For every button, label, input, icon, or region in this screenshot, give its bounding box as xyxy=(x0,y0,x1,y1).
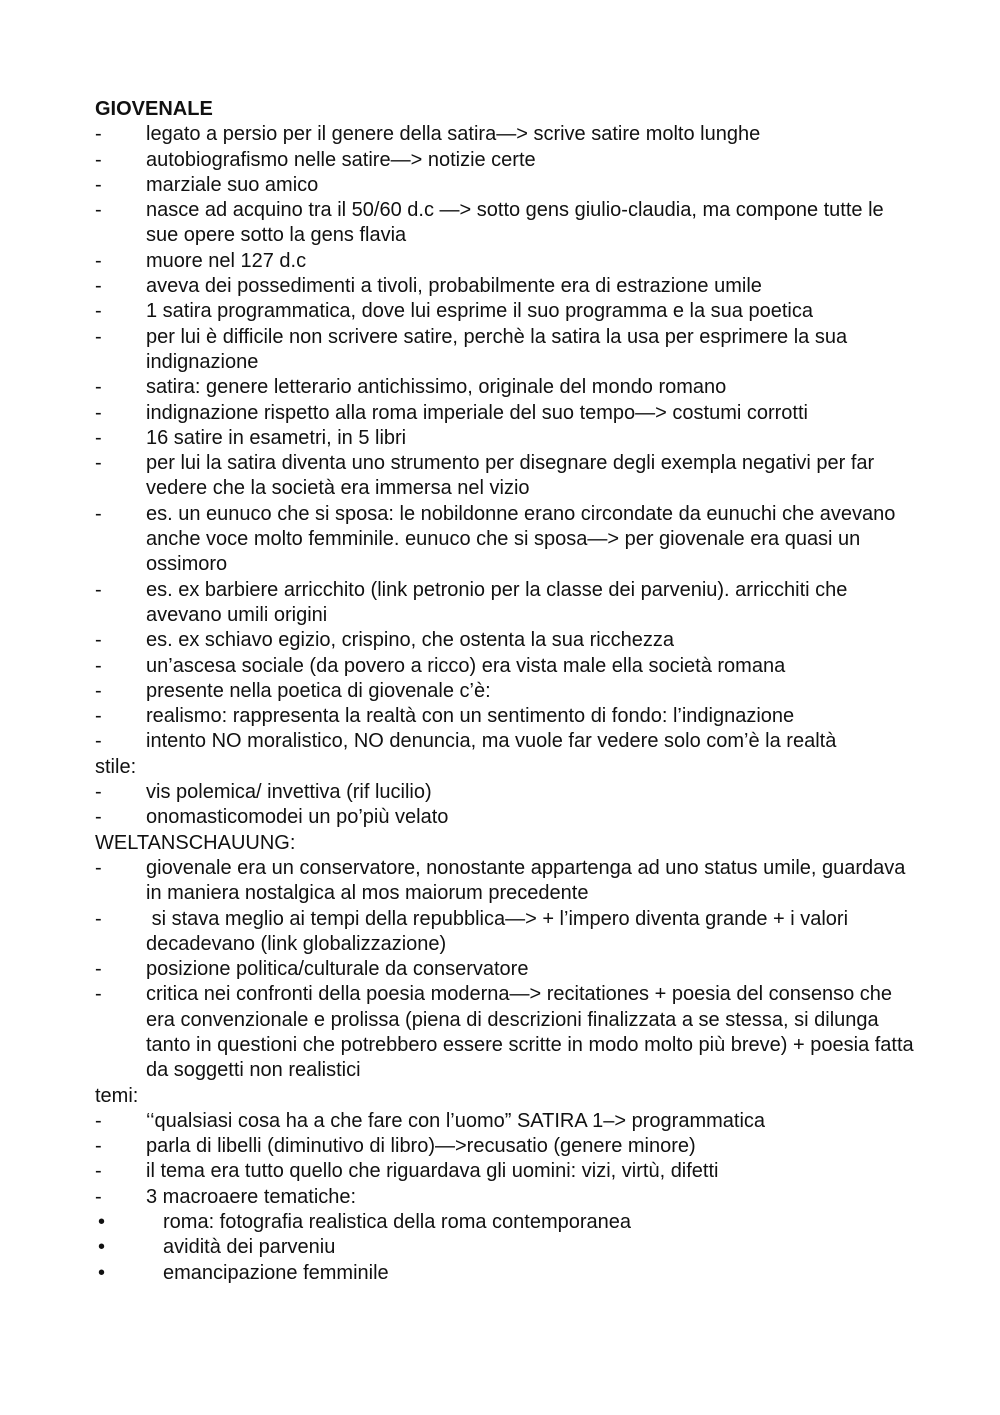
list-item xyxy=(95,325,915,376)
bullet-marker: • xyxy=(98,1261,106,1284)
dash-marker: - xyxy=(95,679,102,702)
list-item-text: marziale suo amico xyxy=(146,173,319,196)
section-temi-list xyxy=(95,1109,915,1286)
dash-marker: - xyxy=(95,578,102,601)
list-item-text: ‘‘qualsiasi cosa ha a che fare con l’uomo” SATIRA 1–> programmatica xyxy=(146,1109,766,1132)
list-item-text: legato a persio per il genere della satira—> scrive satire molto lunghe xyxy=(146,123,761,146)
list-item xyxy=(95,502,915,578)
section-weltanschauung-list xyxy=(95,856,915,1084)
list-item-text: aveva dei possedimenti a tivoli, probabilmente era di estrazione umile xyxy=(146,275,762,298)
list-item xyxy=(95,1159,915,1184)
bullet-item-text: emancipazione femminile xyxy=(163,1261,389,1284)
list-item xyxy=(95,856,915,907)
dash-marker: - xyxy=(95,1160,102,1183)
list-item-text: onomasticomodei un po’più velato xyxy=(146,806,449,829)
bullet-item xyxy=(95,1210,915,1235)
list-item-text: critica nei confronti della poesia moderna—> recitationes + poesia del consenso che era convenzionale e prolissa (piena di descrizioni finalizzata a se stessa, si dilunga tanto in questioni che potrebbero essere scritte in modo molto più breve) + poesia fatta da soggetti non realistici xyxy=(146,983,914,1082)
section-heading-temi: temi: xyxy=(95,1084,139,1107)
list-item xyxy=(95,1109,915,1134)
dash-marker: - xyxy=(95,730,102,753)
dash-marker: - xyxy=(95,300,102,323)
dash-marker: - xyxy=(95,958,102,981)
list-item-text: si stava meglio ai tempi della repubblica—> + l’impero diventa grande + i valori decadevano (link globalizzazione) xyxy=(146,907,854,955)
list-item-text: giovenale era un conservatore, nonostante appartenga ad uno status umile, guardava in maniera nostalgica al mos maiorum precedente xyxy=(146,856,906,905)
section-stile-list xyxy=(95,780,915,831)
list-item xyxy=(95,401,915,426)
section-heading-weltanschauung: WELTANSCHAUUNG: xyxy=(95,831,296,854)
list-item-text: presente nella poetica di giovenale c’è: xyxy=(146,679,491,702)
list-item-text: per lui è difficile non scrivere satire, perchè la satira la usa per esprimere la sua indignazione xyxy=(146,325,848,373)
list-item xyxy=(95,375,915,400)
list-item xyxy=(95,729,915,754)
list-item-text: realismo: rappresenta la realtà con un sentimento di fondo: l’indignazione xyxy=(146,705,795,728)
bullet-item xyxy=(95,1261,915,1286)
dash-marker: - xyxy=(95,426,102,449)
list-item xyxy=(95,704,915,729)
list-item-text: 16 satire in esametri, in 5 libri xyxy=(146,426,407,449)
list-item xyxy=(95,907,915,958)
dash-marker: - xyxy=(95,983,102,1006)
dash-marker: - xyxy=(95,654,102,677)
list-item xyxy=(95,679,915,704)
bullet-item-text: roma: fotografia realistica della roma contemporanea xyxy=(163,1211,632,1234)
dash-marker: - xyxy=(95,325,102,348)
list-item-text: posizione politica/culturale da conservatore xyxy=(146,958,529,981)
list-item xyxy=(95,426,915,451)
dash-marker: - xyxy=(95,806,102,829)
list-item xyxy=(95,148,915,173)
dash-marker: - xyxy=(95,199,102,222)
dash-marker: - xyxy=(95,781,102,804)
dash-marker: - xyxy=(95,502,102,525)
list-item-text: autobiografismo nelle satire—> notizie certe xyxy=(146,148,536,171)
dash-marker: - xyxy=(95,401,102,424)
dash-marker: - xyxy=(95,1185,102,1208)
dash-marker: - xyxy=(95,376,102,399)
list-item xyxy=(95,1134,915,1159)
list-item xyxy=(95,957,915,982)
list-item-text: il tema era tutto quello che riguardava gli uomini: vizi, virtù, difetti xyxy=(146,1160,719,1183)
dash-marker: - xyxy=(95,856,102,879)
list-item xyxy=(95,578,915,629)
list-item xyxy=(95,982,915,1083)
section-main-list xyxy=(95,122,915,754)
document-title: GIOVENALE xyxy=(95,98,213,120)
list-item xyxy=(95,198,915,249)
list-item xyxy=(95,122,915,147)
list-item-text: 3 macroaere tematiche: xyxy=(146,1185,357,1208)
list-item-text: intento NO moralistico, NO denuncia, ma vuole far vedere solo com’è la realtà xyxy=(146,730,837,753)
bullet-item xyxy=(95,1235,915,1260)
dash-marker: - xyxy=(95,1109,102,1132)
list-item-text: es. un eunuco che si sposa: le nobildonne erano circondate da eunuchi che avevano anche voce molto femminile. eunuco che si sposa—> per giovenale era quasi un ossimoro xyxy=(146,502,896,576)
list-item-text: es. ex barbiere arricchito (link petronio per la classe dei parveniu). arricchiti che avevano umili origini xyxy=(146,578,848,626)
list-item-text: satira: genere letterario antichissimo, originale del mondo romano xyxy=(146,376,727,399)
list-item-text: per lui la satira diventa uno strumento per disegnare degli exempla negativi per far vedere che la società era immersa nel vizio xyxy=(146,452,875,500)
list-item-text: nasce ad acquino tra il 50/60 d.c —> sotto gens giulio-claudia, ma compone tutte le sue opere sotto la gens flavia xyxy=(146,199,884,247)
dash-marker: - xyxy=(95,249,102,272)
list-item xyxy=(95,780,915,805)
dash-marker: - xyxy=(95,705,102,728)
dash-marker: - xyxy=(95,629,102,652)
list-item xyxy=(95,249,915,274)
list-item-text: indignazione rispetto alla roma imperiale del suo tempo—> costumi corrotti xyxy=(146,401,808,424)
list-item-text: un’ascesa sociale (da povero a ricco) era vista male ella società romana xyxy=(146,654,786,677)
dash-marker: - xyxy=(95,907,102,930)
list-item-text: muore nel 127 d.c xyxy=(146,249,307,272)
list-item xyxy=(95,299,915,324)
document-body xyxy=(95,97,915,1286)
list-item xyxy=(95,1185,915,1210)
list-item xyxy=(95,274,915,299)
dash-marker: - xyxy=(95,275,102,298)
list-item-text: parla di libelli (diminutivo di libro)—>recusatio (genere minore) xyxy=(146,1135,696,1158)
list-item-text: vis polemica/ invettiva (rif lucilio) xyxy=(146,781,432,804)
list-item xyxy=(95,451,915,502)
list-item xyxy=(95,805,915,830)
list-item xyxy=(95,654,915,679)
dash-marker: - xyxy=(95,452,102,475)
bullet-marker: • xyxy=(98,1211,106,1234)
list-item xyxy=(95,628,915,653)
dash-marker: - xyxy=(95,148,102,171)
list-item-text: es. ex schiavo egizio, crispino, che ostenta la sua ricchezza xyxy=(146,629,675,652)
list-item-text: 1 satira programmatica, dove lui esprime il suo programma e la sua poetica xyxy=(146,300,813,323)
dash-marker: - xyxy=(95,173,102,196)
section-heading-stile: stile: xyxy=(95,755,137,778)
bullet-item-text: avidità dei parveniu xyxy=(163,1236,336,1259)
bullet-marker: • xyxy=(98,1236,106,1259)
dash-marker: - xyxy=(95,1135,102,1158)
list-item xyxy=(95,173,915,198)
dash-marker: - xyxy=(95,123,102,146)
